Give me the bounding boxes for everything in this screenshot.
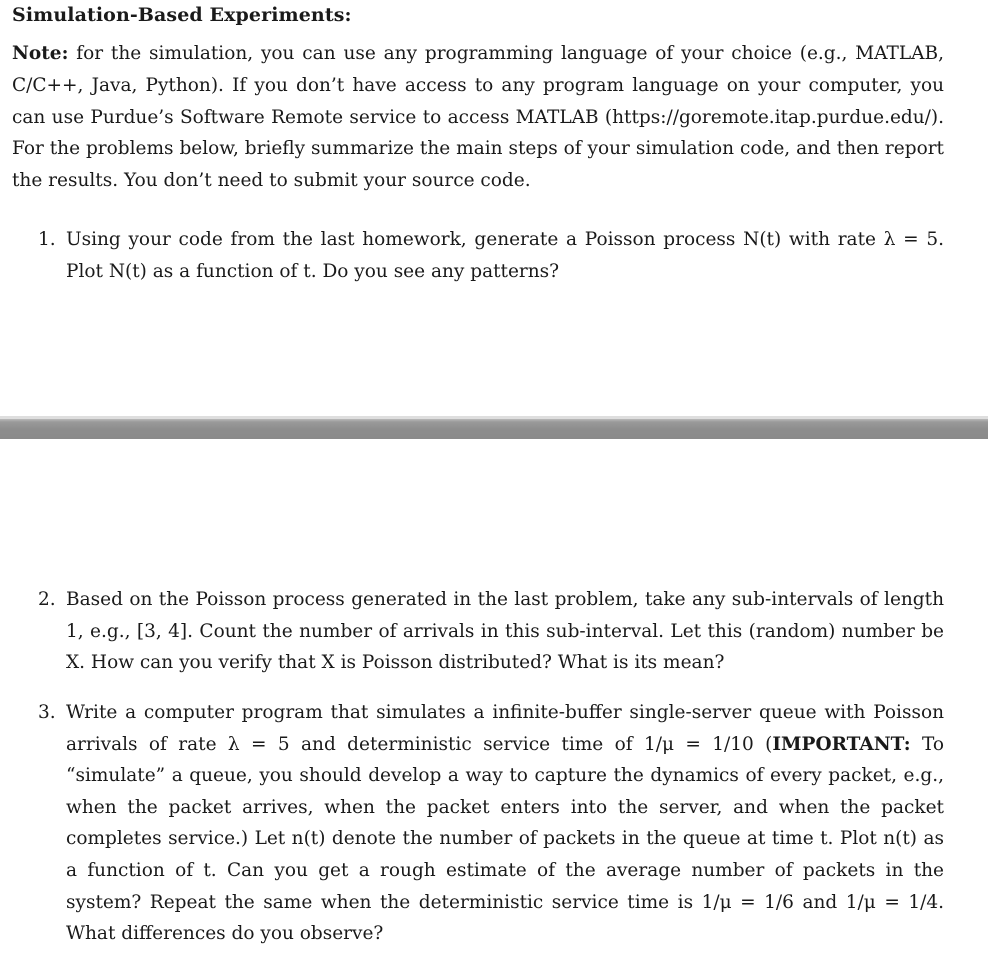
problem-number: 1. (38, 229, 56, 250)
problem-text-part-1: Write a computer program that simulates a infinite-buffer single-server queue with Poisson arrivals of rate λ = 5 and deterministic service time of 1/μ = 1/10 ( (66, 702, 944, 755)
problem-number: 2. (38, 589, 56, 610)
page-break-divider (0, 419, 988, 439)
problem-text-part-2: To “simulate” a queue, you should develop a way to capture the dynamics of every packet, e.g., when the packet arrives, when the packet enters into the server, and when the packet completes service.) Let n(t) denote the number of packets in the queue at time t. Plot n(t) as a function of t. Can you get a rough estimate of the average number of packets in the system? Repeat the same when the deterministic service time is 1/μ = 1/6 and 1/μ = 1/4. What differences do you observe? (66, 733, 944, 945)
problem-text: Using your code from the last homework, generate a Poisson process N(t) with rate λ = 5. Plot N(t) as a function of t. Do you see any patterns? (66, 229, 944, 282)
problem-1 (38, 224, 944, 287)
problem-2 (38, 584, 944, 679)
problem-3 (38, 697, 944, 950)
problem-number: 3. (38, 702, 56, 723)
problem-text (66, 697, 944, 950)
important-label: IMPORTANT: (772, 733, 911, 755)
note-text: for the simulation, you can use any programming language of your choice (e.g., MATLAB, C/C++, Java, Python). If you don’t have access to any program language on your computer, you can use Purdue’s Software Remote service to access MATLAB (https://goremote.itap.purdue.edu/). For the problems below, briefly summarize the main steps of your simulation code, and then report the results. You don’t need to submit your source code. (12, 43, 944, 192)
problem-text: Based on the Poisson process generated in the last problem, take any sub-intervals of length 1, e.g., [3, 4]. Count the number of arrivals in this sub-interval. Let this (random) number be X. How can you verify that X is Poisson distributed? What is its mean? (66, 589, 944, 674)
section-heading: Simulation-Based Experiments: (12, 4, 352, 26)
note-label: Note: (12, 43, 69, 64)
note-paragraph (12, 38, 944, 197)
